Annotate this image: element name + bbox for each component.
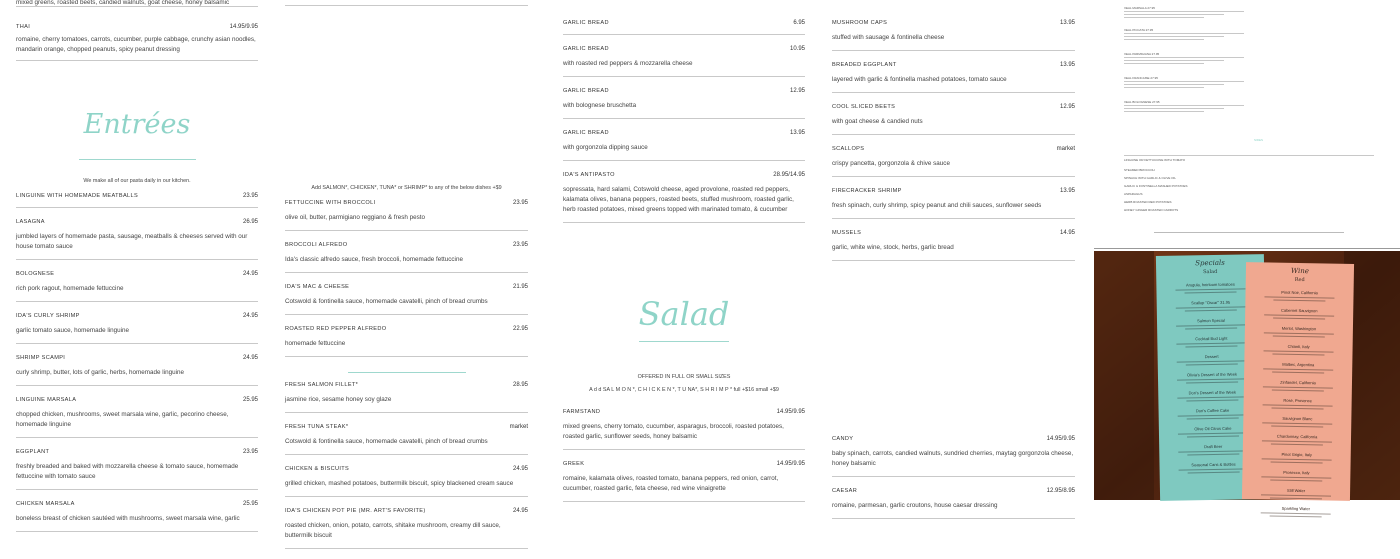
item-price: 23.95 bbox=[242, 449, 258, 455]
item-name: SHRIMP SCAMPI bbox=[16, 355, 66, 361]
item-name: FRESH SALMON FILLET* bbox=[285, 382, 359, 388]
card-line: Still Water bbox=[1287, 487, 1306, 494]
item-description: olive oil, butter, parmigiano reggiano & fresh pesto bbox=[285, 214, 426, 221]
item-description: Cotswold & fontinella sauce, homemade cavatelli, pinch of bread crumbs bbox=[285, 438, 488, 445]
card-line: Cabernet Sauvignon bbox=[1280, 307, 1318, 314]
item-description: rich pork ragout, homemade fettuccine bbox=[16, 285, 124, 292]
salads-list bbox=[563, 408, 805, 502]
item-description: sopressata, hard salami, Cotswold cheese, aged provolone, roasted red peppers, kalamata olives, banana peppers, roasted beets, stuffed mushroom, roasted garlic, herb roasted potatoes, mixed greens topped with marinated tomato, & cucumber bbox=[563, 186, 794, 213]
item-description: chopped chicken, mushrooms, sweet marsala wine, garlic, pecorino cheese, homemade linguine bbox=[16, 411, 229, 428]
item-description: fresh spinach, curly shrimp, spicy peanut and chili sauces, sunflower seeds bbox=[832, 202, 1042, 209]
section-divider bbox=[79, 159, 196, 160]
card-line: Rosé, Provence bbox=[1283, 397, 1312, 404]
menu-item bbox=[285, 325, 528, 357]
menu-item bbox=[16, 0, 258, 7]
thumbnail-text-line bbox=[1124, 111, 1204, 112]
card-text-line bbox=[1262, 440, 1332, 442]
wine-card-title: Wine bbox=[1290, 266, 1309, 276]
card-text-line bbox=[1271, 462, 1323, 464]
card-text-line bbox=[1178, 414, 1248, 416]
item-description: garlic tomato sauce, homemade linguine bbox=[16, 327, 130, 334]
card-text-line bbox=[1185, 292, 1237, 294]
item-description: freshly breaded and baked with mozzarella cheese & tomato sauce, homemade fettuccine with tomato sauce bbox=[16, 463, 239, 480]
card-line: Zinfandel, California bbox=[1280, 379, 1316, 386]
item-price: 12.95/8.95 bbox=[1046, 488, 1075, 494]
menu-item bbox=[16, 354, 258, 386]
card-text-line bbox=[1179, 468, 1249, 470]
item-price: market bbox=[509, 424, 528, 430]
item-name: CHICKEN & BISCUITS bbox=[285, 466, 350, 472]
item-description: mixed greens, roasted beets, candied walnuts, goat cheese, honey balsamic bbox=[16, 0, 230, 6]
menu-item bbox=[832, 487, 1075, 519]
item-price: 6.95 bbox=[793, 20, 805, 26]
item-price: 24.95 bbox=[512, 466, 528, 472]
thumbnail-text-line bbox=[1124, 57, 1244, 58]
thumbnail-text-line bbox=[1124, 17, 1204, 18]
card-line: Chianti, Italy bbox=[1287, 343, 1310, 350]
item-name: FRESH TUNA STEAK* bbox=[285, 424, 349, 430]
thumbnail-text-line bbox=[1124, 105, 1244, 106]
item-name: BROCCOLI ALFREDO bbox=[285, 242, 348, 248]
menu-photo[interactable] bbox=[1094, 251, 1400, 512]
card-text-line bbox=[1185, 310, 1237, 312]
item-price: market bbox=[1056, 146, 1075, 152]
item-description: with gorgonzola dipping sauce bbox=[563, 144, 648, 151]
item-description: boneless breast of chicken sautéed with mushrooms, sweet marsala wine, garlic bbox=[16, 515, 240, 522]
card-text-line bbox=[1273, 318, 1325, 320]
card-text-line bbox=[1263, 386, 1333, 388]
menu-item bbox=[16, 218, 258, 260]
card-line: Pinot Grigio, Italy bbox=[1281, 451, 1313, 458]
item-name: GARLIC BREAD bbox=[563, 88, 609, 94]
item-description: with goat cheese & candied nuts bbox=[832, 118, 923, 125]
menu-item bbox=[832, 103, 1075, 135]
card-line: Scallop "Oscar" 31.95 bbox=[1191, 299, 1231, 306]
column-4 bbox=[832, 0, 1075, 529]
thumbnail-row: ASPARAGUS bbox=[1124, 192, 1143, 196]
menu-item bbox=[563, 87, 805, 119]
item-description: jumbled layers of homemade pasta, sausage, meatballs & cheeses served with our house tomato sauce bbox=[16, 233, 248, 250]
card-text-line bbox=[1178, 450, 1248, 452]
menu-item bbox=[832, 145, 1075, 177]
menu-item bbox=[16, 448, 258, 490]
column-2 bbox=[285, 0, 528, 559]
thumbnail-row: HERB ROASTED RED POTATOES bbox=[1124, 200, 1172, 204]
thumbnail-row: SPINACH WITH GARLIC & OLIVE OIL bbox=[1124, 176, 1177, 180]
card-line: Sparkling Water bbox=[1281, 505, 1310, 512]
item-name: LINGUINE MARSALA bbox=[16, 397, 77, 403]
card-line: Draft Beer bbox=[1204, 443, 1223, 450]
menu-item bbox=[285, 465, 528, 497]
menu-item bbox=[832, 435, 1075, 477]
card-text-line bbox=[1264, 332, 1334, 334]
menu-item bbox=[832, 187, 1075, 219]
card-text-line bbox=[1185, 328, 1237, 330]
item-price: 10.95 bbox=[789, 46, 805, 52]
thumbnail-text-line bbox=[1124, 81, 1244, 82]
item-description: homemade fettuccine bbox=[285, 340, 346, 347]
menu-page-thumbnail[interactable] bbox=[1094, 0, 1400, 248]
item-name: SCALLOPS bbox=[832, 146, 865, 152]
item-description: roasted chicken, onion, potato, carrots, shitake mushroom, creamy dill sauce, buttermilk biscuit bbox=[285, 522, 501, 539]
item-price: 23.95 bbox=[512, 200, 528, 206]
item-name: IDA'S ANTIPASTO bbox=[563, 172, 615, 178]
thumbnail-row: SIDES bbox=[1254, 138, 1264, 142]
specials-card-heading: Salad bbox=[1203, 268, 1218, 276]
card-text-line bbox=[1272, 372, 1324, 374]
item-price: 12.95 bbox=[1059, 104, 1075, 110]
item-description: jasmine rice, sesame honey soy glaze bbox=[285, 396, 392, 403]
section-divider bbox=[639, 341, 729, 342]
card-text-line bbox=[1187, 436, 1239, 438]
item-price: 22.95 bbox=[512, 326, 528, 332]
card-text-line bbox=[1177, 396, 1247, 398]
item-name: CHICKEN MARSALA bbox=[16, 501, 75, 507]
item-price: 14.95/9.95 bbox=[776, 461, 805, 467]
card-text-line bbox=[1186, 400, 1238, 402]
menu-item bbox=[285, 199, 528, 231]
section-title-entrees: Entrées bbox=[83, 109, 191, 140]
menu-item bbox=[563, 129, 805, 161]
item-name: THAI bbox=[16, 24, 31, 30]
item-price: 25.95 bbox=[242, 397, 258, 403]
thumbnail-row: GARLIC & FONTINELLA MASHED POTATOES bbox=[1124, 184, 1188, 188]
card-text-line bbox=[1264, 350, 1334, 352]
add-protein-note: A d d SA L M O N *, C H I C K E N *, T U NA*, S H R I M P * full +$16 small +$9 bbox=[589, 387, 779, 393]
item-price: 25.95 bbox=[242, 501, 258, 507]
item-description: crispy pancetta, gorgonzola & chive sauce bbox=[832, 160, 950, 167]
card-text-line bbox=[1177, 360, 1247, 362]
card-text-line bbox=[1261, 476, 1331, 478]
menu-item bbox=[832, 19, 1075, 51]
card-line: Dessert bbox=[1204, 353, 1219, 360]
card-line: Malbec, Argentina bbox=[1282, 361, 1315, 368]
item-name: BREADED EGGPLANT bbox=[832, 62, 897, 68]
menu-item bbox=[563, 45, 805, 77]
specials-card-title: Specials bbox=[1195, 258, 1225, 268]
card-line: Arugula, heirloom tomatoes bbox=[1185, 281, 1235, 288]
menu-item bbox=[16, 396, 258, 438]
thumbnail-text-line bbox=[1124, 108, 1224, 109]
thumbnail-row: VEAL FRANCAISE 27.95 bbox=[1124, 76, 1158, 80]
card-line: Seasonal Cans & Bottles bbox=[1191, 461, 1236, 468]
item-price: 24.95 bbox=[242, 313, 258, 319]
pasta-note: We make all of our pasta daily in our kitchen. bbox=[83, 178, 191, 184]
thumbnail-row: VEAL PARMIGIANA 27.95 bbox=[1124, 52, 1160, 56]
menu-item bbox=[285, 381, 528, 413]
menu-item bbox=[832, 229, 1075, 261]
thumbnail-text-line bbox=[1124, 36, 1224, 37]
card-text-line bbox=[1264, 296, 1334, 298]
thumbnail-row: VEAL BOLOGNESE 27.95 bbox=[1124, 100, 1160, 104]
card-text-line bbox=[1186, 364, 1238, 366]
item-name: MUSSELS bbox=[832, 230, 862, 236]
card-text-line bbox=[1186, 382, 1238, 384]
item-price: 13.95 bbox=[789, 130, 805, 136]
thumbnail-row: HONEY GINGER ROASTED CARROTS bbox=[1124, 208, 1179, 212]
item-price: 23.95 bbox=[242, 193, 258, 199]
card-text-line bbox=[1270, 516, 1322, 518]
thumbnail-text-line bbox=[1124, 87, 1204, 88]
menu-item bbox=[563, 171, 805, 223]
menu-item bbox=[285, 423, 528, 455]
item-name: IDA'S CURLY SHRIMP bbox=[16, 313, 80, 319]
card-text-line bbox=[1273, 300, 1325, 302]
item-name: COOL SLICED BEETS bbox=[832, 104, 896, 110]
card-text-line bbox=[1176, 306, 1246, 308]
card-line: Chardonnay, California bbox=[1276, 433, 1318, 440]
section-title-salad: Salad bbox=[638, 295, 730, 333]
item-price: 12.95 bbox=[789, 88, 805, 94]
card-line: Dori's Dessert of the Week bbox=[1188, 389, 1236, 396]
column-1 bbox=[16, 0, 258, 542]
item-description: layered with garlic & fontinella mashed potatoes, tomato sauce bbox=[832, 76, 1007, 83]
menu-item bbox=[285, 283, 528, 315]
item-price: 13.95 bbox=[1059, 20, 1075, 26]
wine-card-heading: Red bbox=[1294, 276, 1305, 284]
menu-item-thai bbox=[16, 23, 258, 61]
item-price: 14.95/9.95 bbox=[776, 409, 805, 415]
section-divider bbox=[348, 372, 466, 373]
menu-item bbox=[16, 312, 258, 344]
menu-item bbox=[16, 270, 258, 302]
card-line: Dori's Coffee Cake bbox=[1195, 407, 1230, 414]
thumbnail-text-line bbox=[1124, 63, 1204, 64]
card-text-line bbox=[1178, 432, 1248, 434]
thumbnail-text-line bbox=[1124, 84, 1224, 85]
card-line: Pinot Noir, California bbox=[1281, 289, 1318, 296]
card-text-line bbox=[1261, 494, 1331, 496]
card-text-line bbox=[1262, 458, 1332, 460]
item-description: romaine, kalamata olives, roasted tomato, banana peppers, red onion, carrot, cucumber, roasted garlic, feta cheese, red wine vinaigrette bbox=[563, 475, 779, 492]
card-line: Cocktail Bud Light bbox=[1195, 335, 1228, 342]
item-description: grilled chicken, mashed potatoes, buttermilk biscuit, spicy blackened cream sauce bbox=[285, 480, 514, 487]
item-description: mixed greens, cherry tomato, cucumber, asparagus, broccoli, roasted potatoes, roasted garlic, sunflower seeds, honey balsamic bbox=[563, 423, 784, 440]
thumbnail-text-line bbox=[1124, 39, 1204, 40]
card-text-line bbox=[1271, 444, 1323, 446]
card-text-line bbox=[1270, 480, 1322, 482]
card-line: Olivia's Dessert of the Week bbox=[1186, 371, 1238, 378]
card-text-line bbox=[1188, 472, 1240, 474]
item-price: 24.95 bbox=[242, 355, 258, 361]
item-description: curly shrimp, butter, lots of garlic, herbs, homemade linguine bbox=[16, 369, 184, 376]
item-price: 14.95/9.95 bbox=[229, 24, 258, 30]
card-text-line bbox=[1187, 454, 1239, 456]
thumbnail-divider-line bbox=[1124, 155, 1374, 156]
mains-list bbox=[285, 381, 528, 549]
card-text-line bbox=[1264, 314, 1334, 316]
item-name: GARLIC BREAD bbox=[563, 130, 609, 136]
appetizers-list-2 bbox=[832, 19, 1075, 261]
item-price: 14.95/9.95 bbox=[1046, 436, 1075, 442]
pasta-list bbox=[285, 199, 528, 357]
salads-list-2 bbox=[832, 435, 1075, 519]
item-description: garlic, white wine, stock, herbs, garlic bread bbox=[832, 244, 954, 251]
item-name: IDA'S CHICKEN POT PIE (MR. ART'S FAVORITE) bbox=[285, 508, 426, 514]
card-text-line bbox=[1176, 342, 1246, 344]
item-description: romaine, parmesan, garlic croutons, house caesar dressing bbox=[832, 502, 998, 509]
item-price: 23.95 bbox=[512, 242, 528, 248]
card-text-line bbox=[1187, 418, 1239, 420]
item-name: EGGPLANT bbox=[16, 449, 50, 455]
thumbnail-row: VEAL PICCATA 27.95 bbox=[1124, 28, 1154, 32]
item-name: MUSHROOM CAPS bbox=[832, 20, 888, 26]
item-price: 14.95 bbox=[1059, 230, 1075, 236]
item-price: 13.95 bbox=[1059, 188, 1075, 194]
thumbnail-panel bbox=[1094, 0, 1400, 512]
menu-item bbox=[16, 192, 258, 208]
item-name: LINGUINE WITH HOMEMADE MEATBALLS bbox=[16, 193, 139, 199]
menu-item bbox=[285, 241, 528, 273]
item-price: 24.95 bbox=[512, 508, 528, 514]
thumbnail-row: STEAMED BROCCOLI bbox=[1124, 168, 1156, 172]
item-name: FIRECRACKER SHRIMP bbox=[832, 188, 902, 194]
item-description: Ida's classic alfredo sauce, fresh broccoli, homemade fettuccine bbox=[285, 256, 463, 263]
appetizers-list bbox=[563, 19, 805, 223]
card-text-line bbox=[1270, 498, 1322, 500]
item-name: GARLIC BREAD bbox=[563, 20, 609, 26]
item-name: ROASTED RED PEPPER ALFREDO bbox=[285, 326, 387, 332]
thumbnail-text-line bbox=[1124, 11, 1244, 12]
item-name: IDA'S MAC & CHEESE bbox=[285, 284, 350, 290]
thumbnail-text-line bbox=[1124, 14, 1224, 15]
item-description: romaine, cherry tomatoes, carrots, cucumber, purple cabbage, crunchy asian noodles, mandarin orange, chopped peanuts, spicy peanut dressing bbox=[16, 36, 256, 53]
item-description: with bolognese bruschetta bbox=[563, 102, 637, 109]
card-text-line bbox=[1273, 336, 1325, 338]
thumbnail-text-line bbox=[1124, 60, 1224, 61]
menu-item bbox=[16, 500, 258, 532]
card-text-line bbox=[1262, 422, 1332, 424]
thumbnail-row: VEAL MARSALA 27.95 bbox=[1124, 6, 1155, 10]
card-text-line bbox=[1175, 288, 1245, 290]
card-text-line bbox=[1272, 354, 1324, 356]
menu-item bbox=[285, 507, 528, 549]
menu-item bbox=[563, 460, 805, 502]
card-line: Prosecco, Italy bbox=[1283, 469, 1310, 476]
item-price: 28.95/14.95 bbox=[773, 172, 805, 178]
wine-card bbox=[1242, 262, 1354, 512]
card-text-line bbox=[1176, 324, 1246, 326]
item-name: BOLOGNESE bbox=[16, 271, 55, 277]
column-3 bbox=[563, 0, 805, 512]
item-name: FETTUCCINE WITH BROCCOLI bbox=[285, 200, 376, 206]
item-name: CANDY bbox=[832, 436, 854, 442]
sizes-note: OFFERED IN FULL OR SMALL SIZES bbox=[637, 374, 731, 380]
wine-card-lines bbox=[1248, 289, 1348, 518]
thumbnail-divider bbox=[1094, 248, 1400, 249]
top-divider bbox=[285, 0, 528, 6]
card-text-line bbox=[1263, 404, 1333, 406]
card-line: Salmon Special bbox=[1197, 317, 1225, 324]
item-description: stuffed with sausage & fontinella cheese bbox=[832, 34, 945, 41]
card-text-line bbox=[1177, 378, 1247, 380]
thumbnail-row: LINGUINE OR FETTUCCINE WITH TOMATO bbox=[1124, 158, 1186, 162]
item-price: 21.95 bbox=[512, 284, 528, 290]
card-text-line bbox=[1272, 390, 1324, 392]
card-text-line bbox=[1271, 426, 1323, 428]
thumbnail-footer-line bbox=[1154, 232, 1344, 233]
item-description: Cotswold & fontinella sauce, homemade cavatelli, pinch of bread crumbs bbox=[285, 298, 488, 305]
thumbnail-text-line bbox=[1124, 33, 1244, 34]
entrees-list bbox=[16, 192, 258, 532]
menu-item bbox=[832, 61, 1075, 93]
item-description: baby spinach, carrots, candied walnuts, sundried cherries, maytag gorgonzola cheese, honey balsamic bbox=[832, 450, 1074, 467]
card-line: Merlot, Washington bbox=[1281, 325, 1317, 332]
item-price: 13.95 bbox=[1059, 62, 1075, 68]
item-name: GARLIC BREAD bbox=[563, 46, 609, 52]
item-name: FARMSTAND bbox=[563, 409, 601, 415]
menu-item bbox=[563, 19, 805, 35]
card-text-line bbox=[1185, 346, 1237, 348]
card-line: Olive Oil Citrus Cake bbox=[1194, 425, 1232, 432]
item-name: CAESAR bbox=[832, 488, 858, 494]
item-price: 26.95 bbox=[242, 219, 258, 225]
card-text-line bbox=[1261, 512, 1331, 514]
item-price: 28.95 bbox=[512, 382, 528, 388]
card-text-line bbox=[1263, 368, 1333, 370]
menu-item bbox=[563, 408, 805, 450]
item-name: GREEK bbox=[563, 461, 585, 467]
card-line: Sauvignon Blanc bbox=[1282, 415, 1313, 422]
item-description: with roasted red peppers & mozzarella cheese bbox=[563, 60, 693, 67]
item-name: LASAGNA bbox=[16, 219, 45, 225]
item-price: 24.95 bbox=[242, 271, 258, 277]
card-text-line bbox=[1272, 408, 1324, 410]
add-protein-note: Add SALMON*, CHICKEN*, TUNA* or SHRIMP* to any of the below dishes +$9 bbox=[311, 185, 502, 191]
